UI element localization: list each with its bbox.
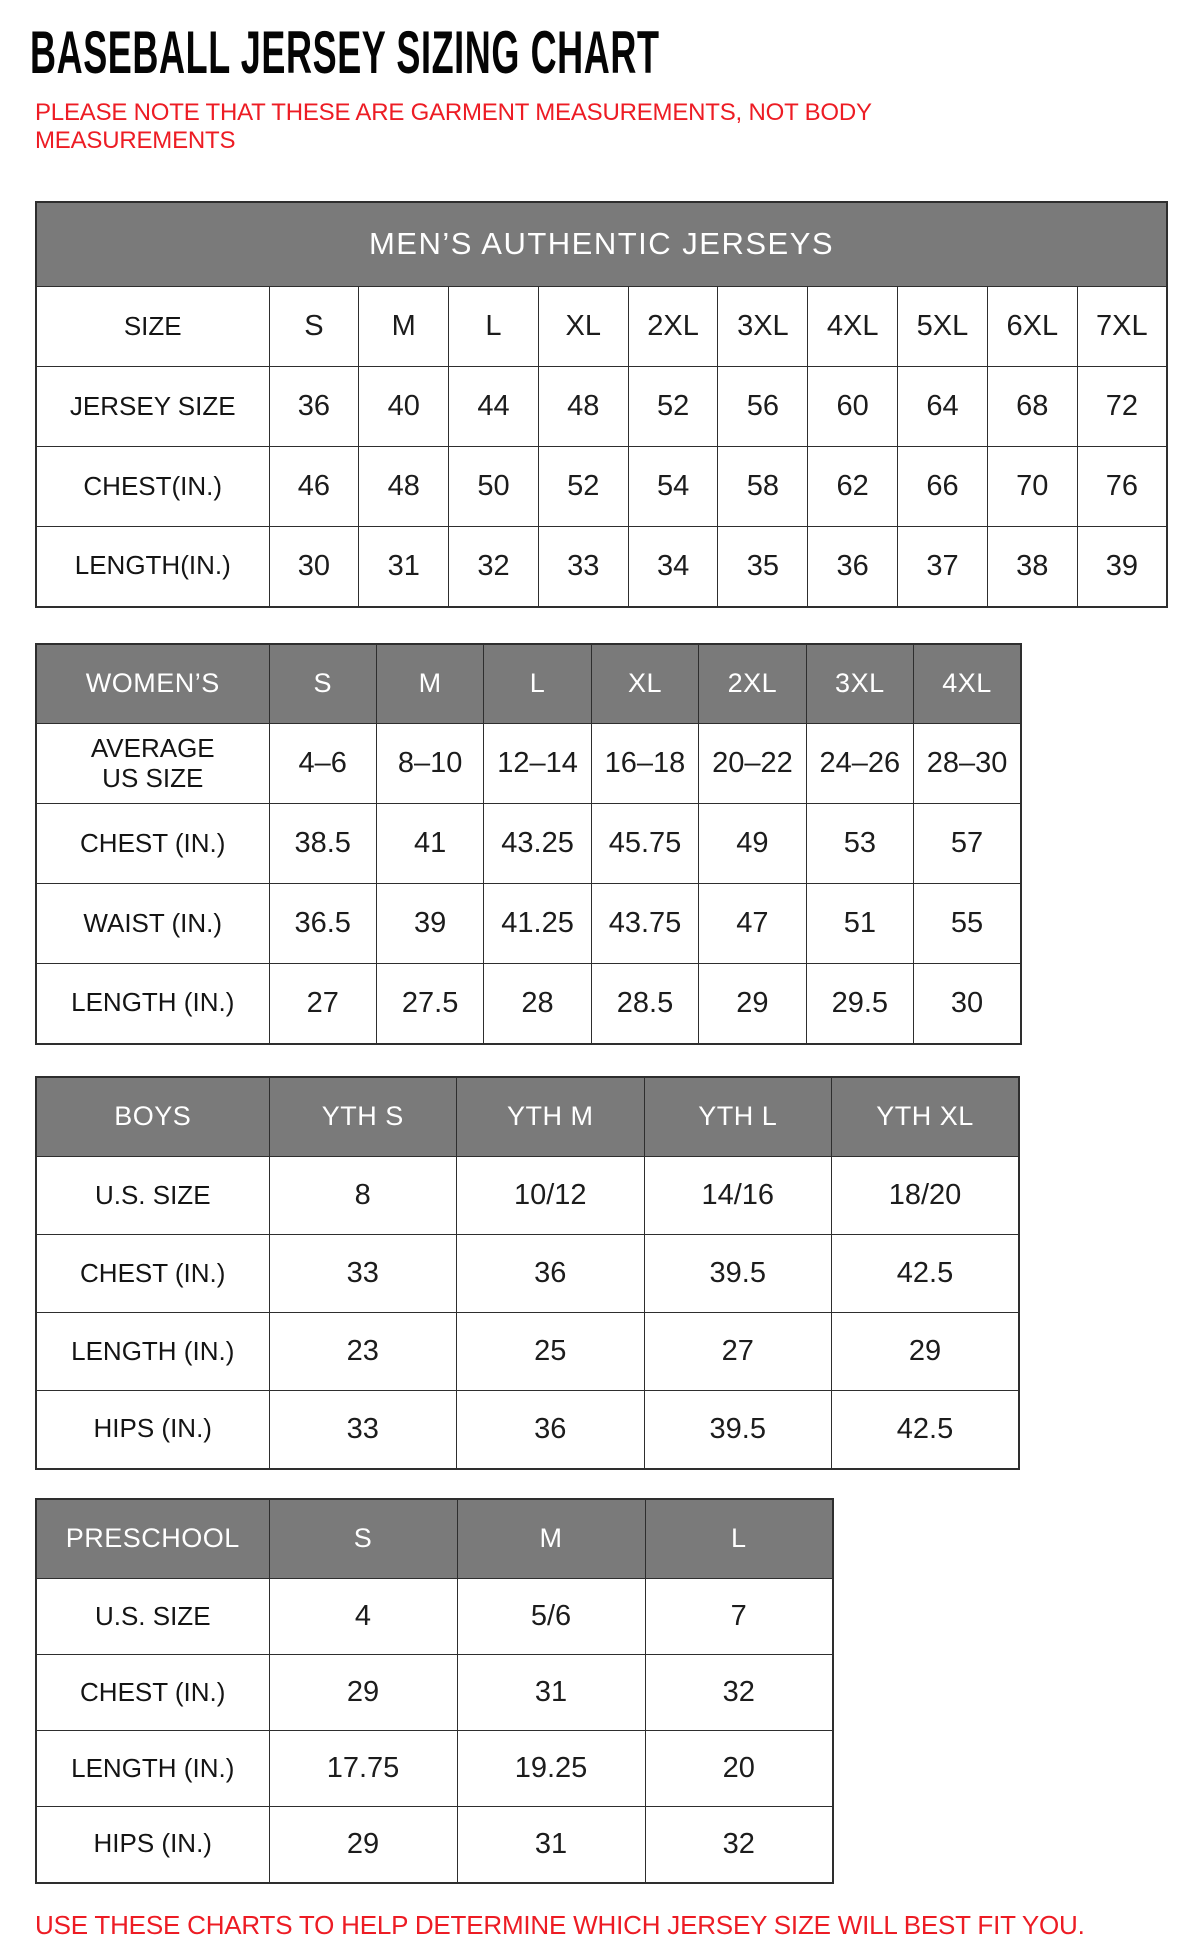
- column-header: S: [269, 644, 376, 724]
- size-value: 51: [806, 884, 913, 964]
- size-value: 41.25: [484, 884, 591, 964]
- size-value: 5XL: [898, 287, 988, 367]
- size-value: 32: [645, 1655, 833, 1731]
- size-value: 36: [269, 367, 359, 447]
- size-value: 6XL: [987, 287, 1077, 367]
- size-value: 33: [269, 1391, 457, 1469]
- size-value: 4–6: [269, 724, 376, 804]
- size-value: 42.5: [832, 1391, 1020, 1469]
- size-value: 55: [914, 884, 1021, 964]
- table-row: [36, 884, 1021, 964]
- size-value: 29: [832, 1313, 1020, 1391]
- size-value: 48: [538, 367, 628, 447]
- size-value: XL: [538, 287, 628, 367]
- size-value: 4: [269, 1579, 457, 1655]
- table-row: [36, 1235, 1019, 1313]
- table-title: MEN’S AUTHENTIC JERSEYS: [36, 202, 1167, 287]
- size-value: 24–26: [806, 724, 913, 804]
- size-value: 31: [457, 1655, 645, 1731]
- fit-advice-note: USE THESE CHARTS TO HELP DETERMINE WHICH JERSEY SIZE WILL BEST FIT YOU.: [35, 1909, 1085, 1940]
- size-value: 66: [898, 447, 988, 527]
- table-header-row: [36, 1077, 1019, 1157]
- size-value: 57: [914, 804, 1021, 884]
- table-title: WOMEN’S: [36, 644, 269, 724]
- size-value: 70: [987, 447, 1077, 527]
- column-header: L: [484, 644, 591, 724]
- size-value: 7XL: [1077, 287, 1167, 367]
- table-row: [36, 367, 1167, 447]
- size-value: M: [359, 287, 449, 367]
- row-label: CHEST (IN.): [36, 1655, 269, 1731]
- row-label: WAIST (IN.): [36, 884, 269, 964]
- column-header: YTH S: [269, 1077, 457, 1157]
- table-header-row: [36, 644, 1021, 724]
- size-value: 29: [269, 1655, 457, 1731]
- size-value: 40: [359, 367, 449, 447]
- row-label: U.S. SIZE: [36, 1157, 269, 1235]
- size-value: 33: [269, 1235, 457, 1313]
- column-header: L: [645, 1499, 833, 1579]
- table-title: PRESCHOOL: [36, 1499, 269, 1579]
- row-label: JERSEY SIZE: [36, 367, 269, 447]
- table-row: [36, 1313, 1019, 1391]
- size-value: 39: [376, 884, 483, 964]
- size-value: 39.5: [644, 1391, 832, 1469]
- column-header: M: [376, 644, 483, 724]
- size-value: 52: [628, 367, 718, 447]
- table-row: [36, 1731, 833, 1807]
- size-value: 29.5: [806, 964, 913, 1044]
- size-value: 29: [269, 1807, 457, 1883]
- column-header: YTH M: [457, 1077, 645, 1157]
- table-row: [36, 1579, 833, 1655]
- size-value: 44: [449, 367, 539, 447]
- column-header: XL: [591, 644, 698, 724]
- row-label: LENGTH(IN.): [36, 527, 269, 607]
- size-value: 38.5: [269, 804, 376, 884]
- table-header-row: [36, 202, 1167, 287]
- size-value: 34: [628, 527, 718, 607]
- table-row: [36, 1391, 1019, 1469]
- size-value: 31: [359, 527, 449, 607]
- row-label: LENGTH (IN.): [36, 1731, 269, 1807]
- size-value: 5/6: [457, 1579, 645, 1655]
- size-value: 37: [898, 527, 988, 607]
- size-value: 27: [269, 964, 376, 1044]
- column-header: 4XL: [914, 644, 1021, 724]
- column-header: YTH XL: [832, 1077, 1020, 1157]
- size-value: 8–10: [376, 724, 483, 804]
- size-value: 32: [645, 1807, 833, 1883]
- size-value: 17.75: [269, 1731, 457, 1807]
- size-value: 72: [1077, 367, 1167, 447]
- size-value: 50: [449, 447, 539, 527]
- size-value: 54: [628, 447, 718, 527]
- row-label: U.S. SIZE: [36, 1579, 269, 1655]
- size-value: 4XL: [808, 287, 898, 367]
- row-label: LENGTH (IN.): [36, 1313, 269, 1391]
- size-value: 62: [808, 447, 898, 527]
- preschool-sizing-table: [35, 1498, 834, 1884]
- size-value: 19.25: [457, 1731, 645, 1807]
- size-value: 28: [484, 964, 591, 1044]
- size-value: 53: [806, 804, 913, 884]
- row-label: SIZE: [36, 287, 269, 367]
- size-value: 30: [914, 964, 1021, 1044]
- size-value: 68: [987, 367, 1077, 447]
- table-header-row: [36, 1499, 833, 1579]
- size-value: 20–22: [699, 724, 806, 804]
- size-value: 10/12: [457, 1157, 645, 1235]
- row-label: CHEST (IN.): [36, 804, 269, 884]
- table-row: [36, 287, 1167, 367]
- size-value: 60: [808, 367, 898, 447]
- table-row: [36, 1157, 1019, 1235]
- size-value: 32: [449, 527, 539, 607]
- column-header: M: [457, 1499, 645, 1579]
- womens-sizing-table: [35, 643, 1022, 1045]
- size-value: 29: [699, 964, 806, 1044]
- size-value: 52: [538, 447, 628, 527]
- size-value: 42.5: [832, 1235, 1020, 1313]
- size-value: 58: [718, 447, 808, 527]
- size-value: S: [269, 287, 359, 367]
- mens-sizing-table: [35, 201, 1168, 608]
- size-value: 16–18: [591, 724, 698, 804]
- row-label: CHEST(IN.): [36, 447, 269, 527]
- size-value: 36: [457, 1235, 645, 1313]
- size-value: 36: [808, 527, 898, 607]
- page-title-text: BASEBALL JERSEY SIZING CHART: [30, 19, 660, 86]
- size-value: 30: [269, 527, 359, 607]
- size-value: 2XL: [628, 287, 718, 367]
- table-row: [36, 964, 1021, 1044]
- size-value: 36: [457, 1391, 645, 1469]
- size-value: 49: [699, 804, 806, 884]
- size-value: 25: [457, 1313, 645, 1391]
- row-label: LENGTH (IN.): [36, 964, 269, 1044]
- table-row: [36, 724, 1021, 804]
- table-row: [36, 1807, 833, 1883]
- table-row: [36, 527, 1167, 607]
- size-value: 23: [269, 1313, 457, 1391]
- size-value: 14/16: [644, 1157, 832, 1235]
- size-value: 28–30: [914, 724, 1021, 804]
- size-value: 41: [376, 804, 483, 884]
- size-value: 20: [645, 1731, 833, 1807]
- size-value: 47: [699, 884, 806, 964]
- size-value: 39: [1077, 527, 1167, 607]
- size-value: 45.75: [591, 804, 698, 884]
- size-value: 36.5: [269, 884, 376, 964]
- size-value: 35: [718, 527, 808, 607]
- column-header: YTH L: [644, 1077, 832, 1157]
- table-row: [36, 1655, 833, 1731]
- row-label: HIPS (IN.): [36, 1391, 269, 1469]
- size-value: 8: [269, 1157, 457, 1235]
- size-value: 46: [269, 447, 359, 527]
- table-row: [36, 447, 1167, 527]
- size-value: 43.25: [484, 804, 591, 884]
- boys-sizing-table: [35, 1076, 1020, 1470]
- column-header: S: [269, 1499, 457, 1579]
- size-value: 64: [898, 367, 988, 447]
- row-label: AVERAGE US SIZE: [36, 724, 269, 804]
- size-value: L: [449, 287, 539, 367]
- size-value: 43.75: [591, 884, 698, 964]
- size-value: 27.5: [376, 964, 483, 1044]
- size-value: 33: [538, 527, 628, 607]
- size-value: 39.5: [644, 1235, 832, 1313]
- table-title: BOYS: [36, 1077, 269, 1157]
- size-value: 12–14: [484, 724, 591, 804]
- size-value: 48: [359, 447, 449, 527]
- size-value: 76: [1077, 447, 1167, 527]
- column-header: 2XL: [699, 644, 806, 724]
- page-title: [30, 19, 1200, 86]
- row-label: HIPS (IN.): [36, 1807, 269, 1883]
- table-row: [36, 804, 1021, 884]
- size-value: 27: [644, 1313, 832, 1391]
- size-value: 56: [718, 367, 808, 447]
- column-header: 3XL: [806, 644, 913, 724]
- size-value: 38: [987, 527, 1077, 607]
- size-value: 28.5: [591, 964, 698, 1044]
- size-value: 31: [457, 1807, 645, 1883]
- size-value: 7: [645, 1579, 833, 1655]
- size-value: 3XL: [718, 287, 808, 367]
- size-value: 18/20: [832, 1157, 1020, 1235]
- row-label: CHEST (IN.): [36, 1235, 269, 1313]
- garment-measurement-note: PLEASE NOTE THAT THESE ARE GARMENT MEASUREMENTS, NOT BODY MEASUREMENTS: [35, 99, 872, 155]
